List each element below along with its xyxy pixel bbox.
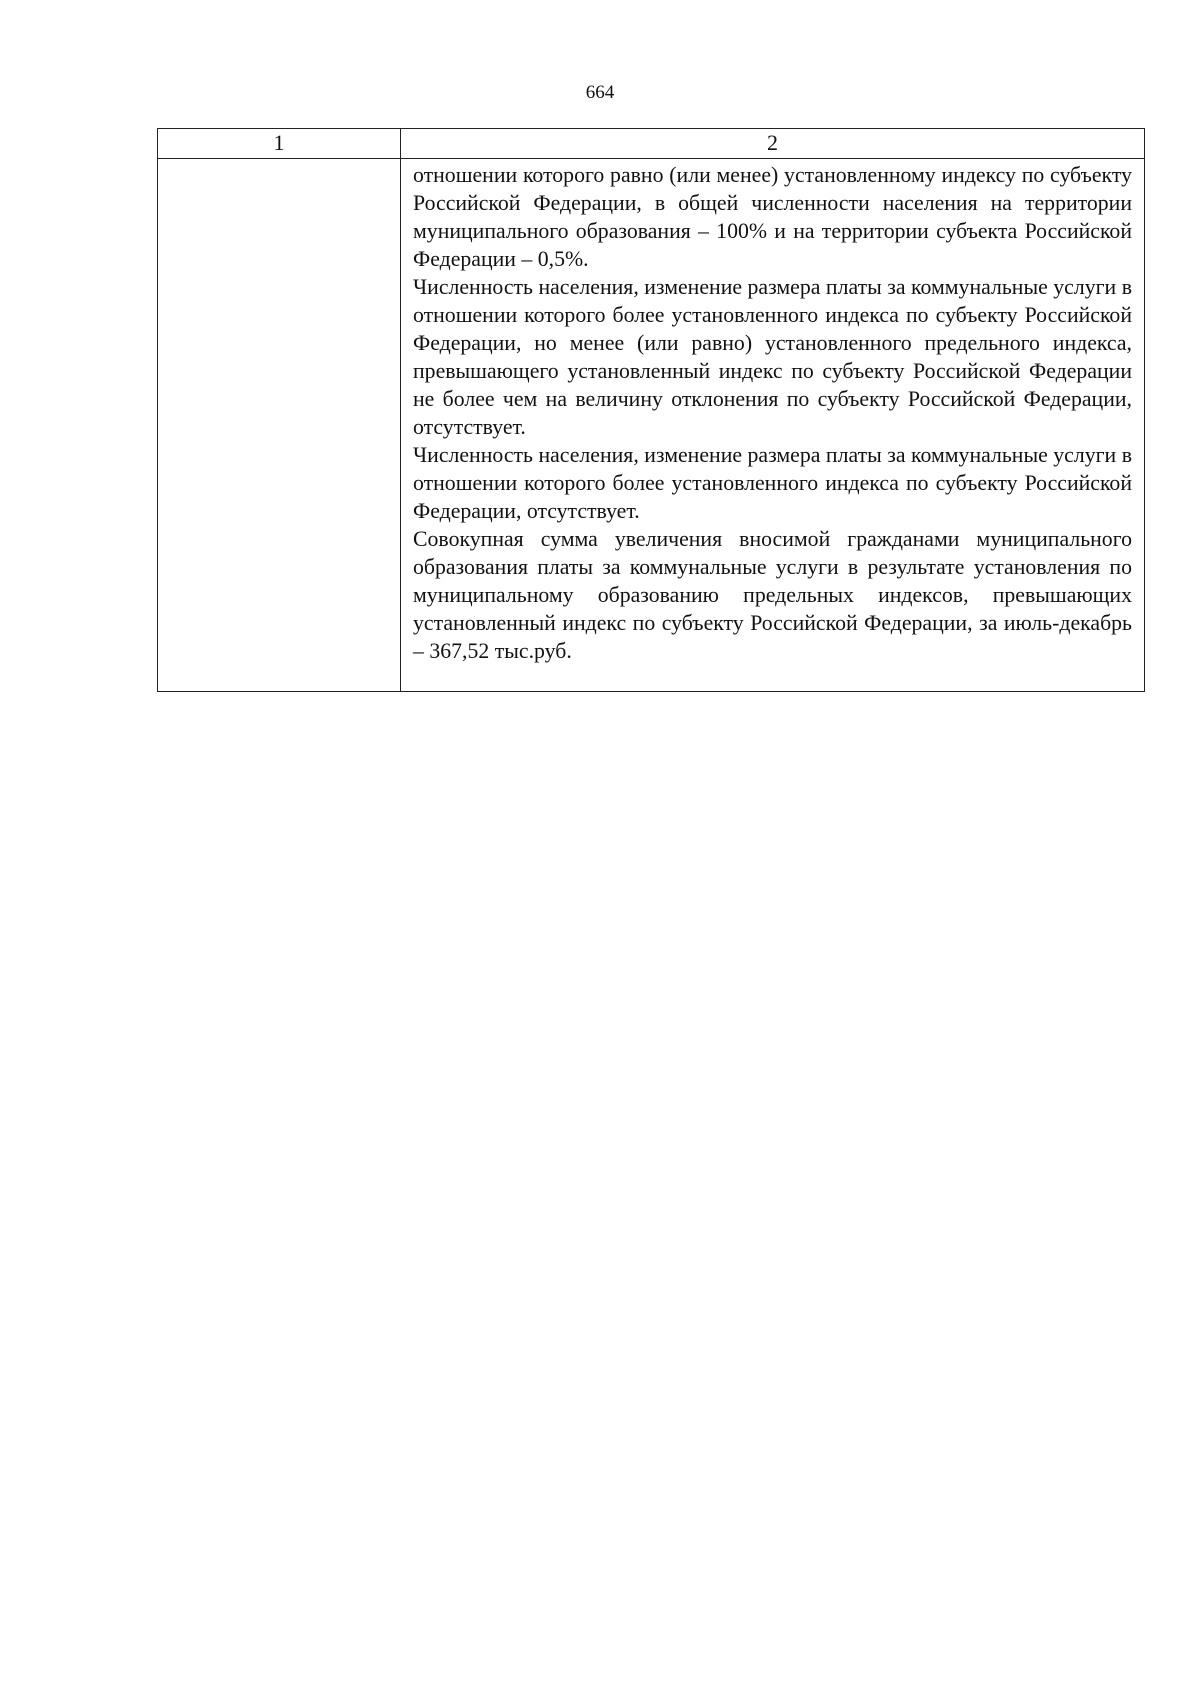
- column-header-2: 2: [401, 129, 1145, 159]
- paragraph-total-increase-sum: Совокупная сумма увеличения вносимой гражданами муниципального образования платы за коммунальные услуги в результате установления по муниципальному образованию предельных индексов, превышающих установленный индекс по субъекту Российской Федерации, за июль-декабрь – 367,52 тыс.руб.: [413, 527, 1132, 663]
- content-table: [157, 128, 1145, 692]
- table-cell-col2: [401, 159, 1145, 692]
- paragraph-population-within-limit: Численность населения, изменение размера платы за коммунальные услуги в отношении которого более установленного индекса по субъекту Российской Федерации, но менее (или равно) установленного предельного индекса, превышающего установленный индекс по субъекту Российской Федерации не более чем на величину отклонения по субъекту Российской Федерации, отсутствует.: [413, 275, 1132, 439]
- table-cell-col1: [158, 159, 401, 692]
- paragraph-population-above-index: Численность населения, изменение размера платы за коммунальные услуги в отношении которого более установленного индекса по субъекту Российской Федерации, отсутствует.: [413, 443, 1132, 523]
- page-number: 664: [585, 82, 615, 103]
- table-header-row: [158, 129, 1145, 159]
- table-row: [158, 159, 1145, 692]
- column-header-1: 1: [158, 129, 401, 159]
- paragraph-share-population: отношении которого равно (или менее) установленному индексу по субъекту Российской Федерации, в общей численности населения на территории муниципального образования – 100% и на территории субъекта Российской Федерации – 0,5%.: [413, 163, 1132, 271]
